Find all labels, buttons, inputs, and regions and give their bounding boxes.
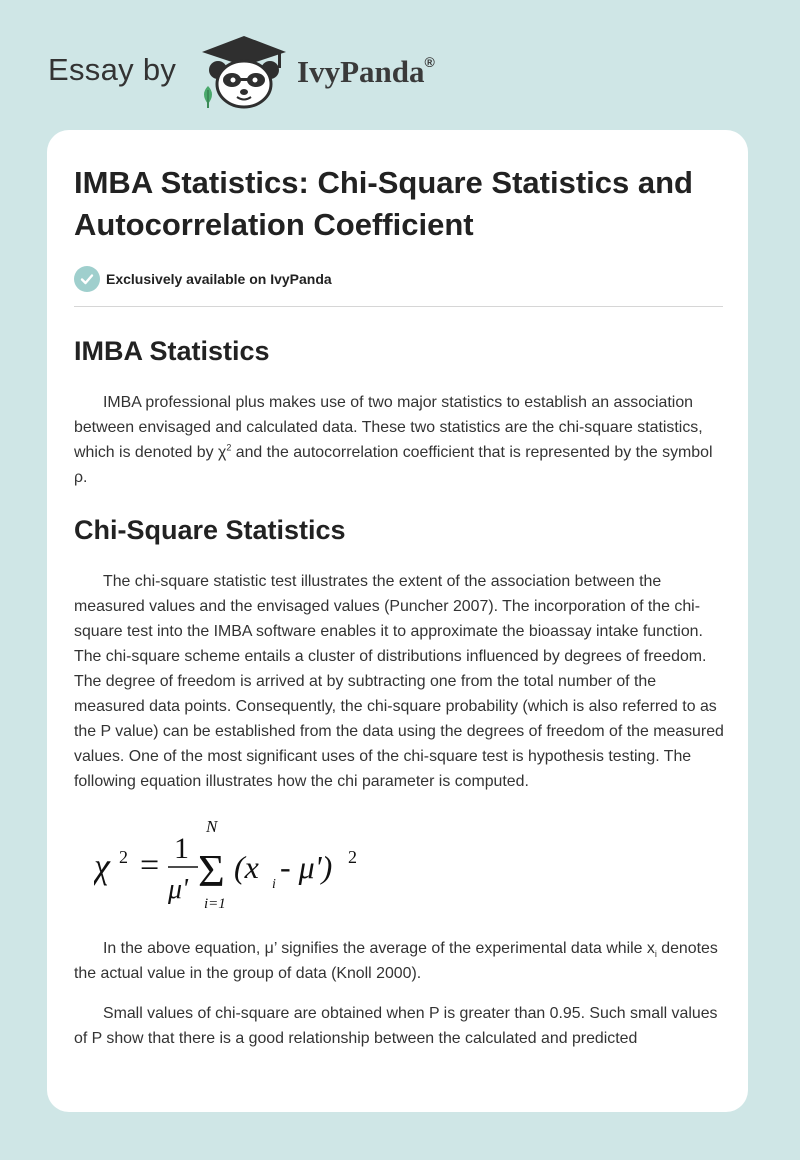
panda-logo-icon[interactable] bbox=[198, 34, 290, 110]
paragraph-text: denotes the actual value in the group of data (Knoll 2000). bbox=[74, 940, 718, 982]
paragraph-chi-square-test: The chi-square statistic test illustrates the extent of the association between the measured values and the envisaged values (Puncher 2007). The incorporation of the chi-square test into the IMBA software enables it to approximate the bioassay intake function. The chi-square scheme entails a cluster of distributions influenced by degrees of freedom. The degree of freedom is arrived at by subtracting one from the total number of the measured data points. Consequently, the chi-square probability (which is also referred to as the P value) can be established from the data using the degrees of freedom of the measured values. One of the most significant uses of the chi-square test is hypothesis testing. The following equation illustrates how the chi parameter is computed. bbox=[74, 573, 724, 790]
checkmark-icon bbox=[74, 266, 100, 292]
superscript: 2 bbox=[226, 442, 232, 453]
paragraph-text: IMBA professional plus makes use of two major statistics to establish an association between envisaged and calculated data. These two statistics are the chi-square statistics, which is denoted by χ bbox=[74, 394, 703, 461]
brand-text: IvyPanda bbox=[297, 54, 425, 89]
formula-numerator: 1 bbox=[174, 832, 189, 865]
section-heading-chi-square: Chi-Square Statistics bbox=[74, 515, 346, 545]
article-content bbox=[74, 162, 724, 1051]
formula-body-rest: - μ') bbox=[280, 849, 333, 885]
formula-lhs-exponent: 2 bbox=[119, 847, 128, 867]
page-title: IMBA Statistics: Chi-Square Statistics and Autocorrelation Coefficient bbox=[74, 165, 693, 242]
site-header bbox=[0, 0, 800, 130]
brand-name[interactable] bbox=[297, 54, 435, 90]
exclusive-badge-text: Exclusively available on IvyPanda bbox=[106, 271, 332, 287]
sum-upper-limit: N bbox=[206, 818, 218, 836]
chi-square-formula bbox=[94, 818, 374, 913]
divider bbox=[74, 306, 723, 307]
paragraph-equation-explanation bbox=[74, 936, 724, 986]
essay-by-label: Essay by bbox=[48, 52, 177, 87]
registered-mark: ® bbox=[424, 53, 435, 70]
formula-lhs: χ bbox=[94, 846, 110, 886]
formula-denominator: μ' bbox=[168, 874, 189, 905]
paragraph-small-values: Small values of chi-square are obtained when P is greater than 0.95. Such small values of P show that there is a good relationship between the calculated and predicted bbox=[74, 1005, 718, 1047]
sum-lower-limit: i=1 bbox=[204, 896, 226, 912]
sum-symbol: Σ bbox=[198, 845, 225, 896]
formula-body-subscript: i bbox=[272, 877, 276, 892]
section-heading-imba-statistics: IMBA Statistics bbox=[74, 336, 270, 366]
exclusive-badge bbox=[74, 266, 724, 292]
formula-equals: = bbox=[140, 847, 160, 884]
paragraph-text: and the autocorrelation coefficient that is represented by the symbol ρ. bbox=[74, 444, 713, 486]
formula-body: (x bbox=[234, 849, 259, 885]
formula-body-exponent: 2 bbox=[348, 847, 357, 867]
paragraph-text: In the above equation, μ’ signifies the average of the experimental data while x bbox=[103, 940, 655, 957]
subscript: i bbox=[654, 949, 657, 960]
paragraph-imba-intro bbox=[74, 390, 724, 490]
article-card bbox=[47, 130, 748, 1112]
